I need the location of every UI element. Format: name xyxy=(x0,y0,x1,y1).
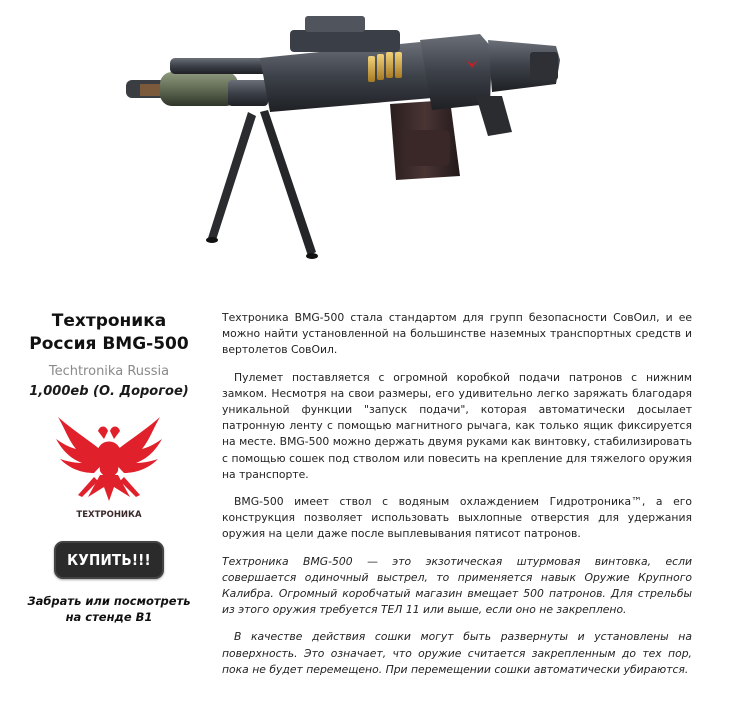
pickup-note xyxy=(0,593,218,625)
product-title-line1: Техтроника xyxy=(51,311,167,331)
product-title xyxy=(0,310,218,356)
pickup-line2: на стенде B1 xyxy=(65,610,153,624)
description xyxy=(222,310,692,689)
techtronika-eagle-icon xyxy=(54,409,164,521)
manufacturer: Techtronika Russia xyxy=(48,364,170,379)
price: 1,000eb (О. Дорогое) xyxy=(29,384,189,399)
product-title-line2: Россия BMG-500 xyxy=(29,334,189,354)
description-paragraph-2: Пулемет поставляется с огромной коробкой подачи патронов с нижним замком. Несмотря на свои размеры, его удивительно легко заряжать благодаря уникальной функции "запуск подачи", которая автоматически досылает патронную ленту с помощью магнитного рычага, как только ящик фиксируется на месте. BMG-500 можно держать двумя руками как винтовку, стабилизировать с помощью сошек под стволом или повесить на крепление для тяжелого оружия на транспорте. xyxy=(222,370,692,481)
weapon-image xyxy=(120,0,590,280)
pickup-line1: Забрать или посмотреть xyxy=(27,594,191,608)
logo-text: ТЕХТРОНИКА xyxy=(76,510,142,520)
description-paragraph-4: Техтроника BMG-500 — это экзотическая штурмовая винтовка, если совершается одиночный выстрел, то применяется навык Оружие Крупного Калибра. Огромный коробчатый магазин вмещает 500 патронов. Для стрельбы из этого оружия требуется ТЕЛ 11 или выше, если оно не закреплено. xyxy=(222,554,692,617)
description-paragraph-5: В качестве действия сошки могут быть развернуты и установлены на поверхность. Это означает, что оружие считается закрепленным до тех пор, пока не будет перемещено. При перемещении сошки автоматически убираются. xyxy=(222,630,692,676)
description-paragraph-1: Техтроника BMG-500 стала стандартом для групп безопасности СовОил, и ее можно найти установленной на большинстве наземных транспортных средств и вертолетов СовОил. xyxy=(222,311,692,357)
product-sidebar xyxy=(0,310,218,625)
description-paragraph-3: BMG-500 имеет ствол с водяным охлаждением Гидротроника™, а его конструкция позволяет использовать выхлопные отверстия для удержания оружия на цели даже после выплевывания пятисот патронов. xyxy=(222,495,692,541)
buy-button[interactable]: КУПИТЬ!!! xyxy=(54,541,164,579)
